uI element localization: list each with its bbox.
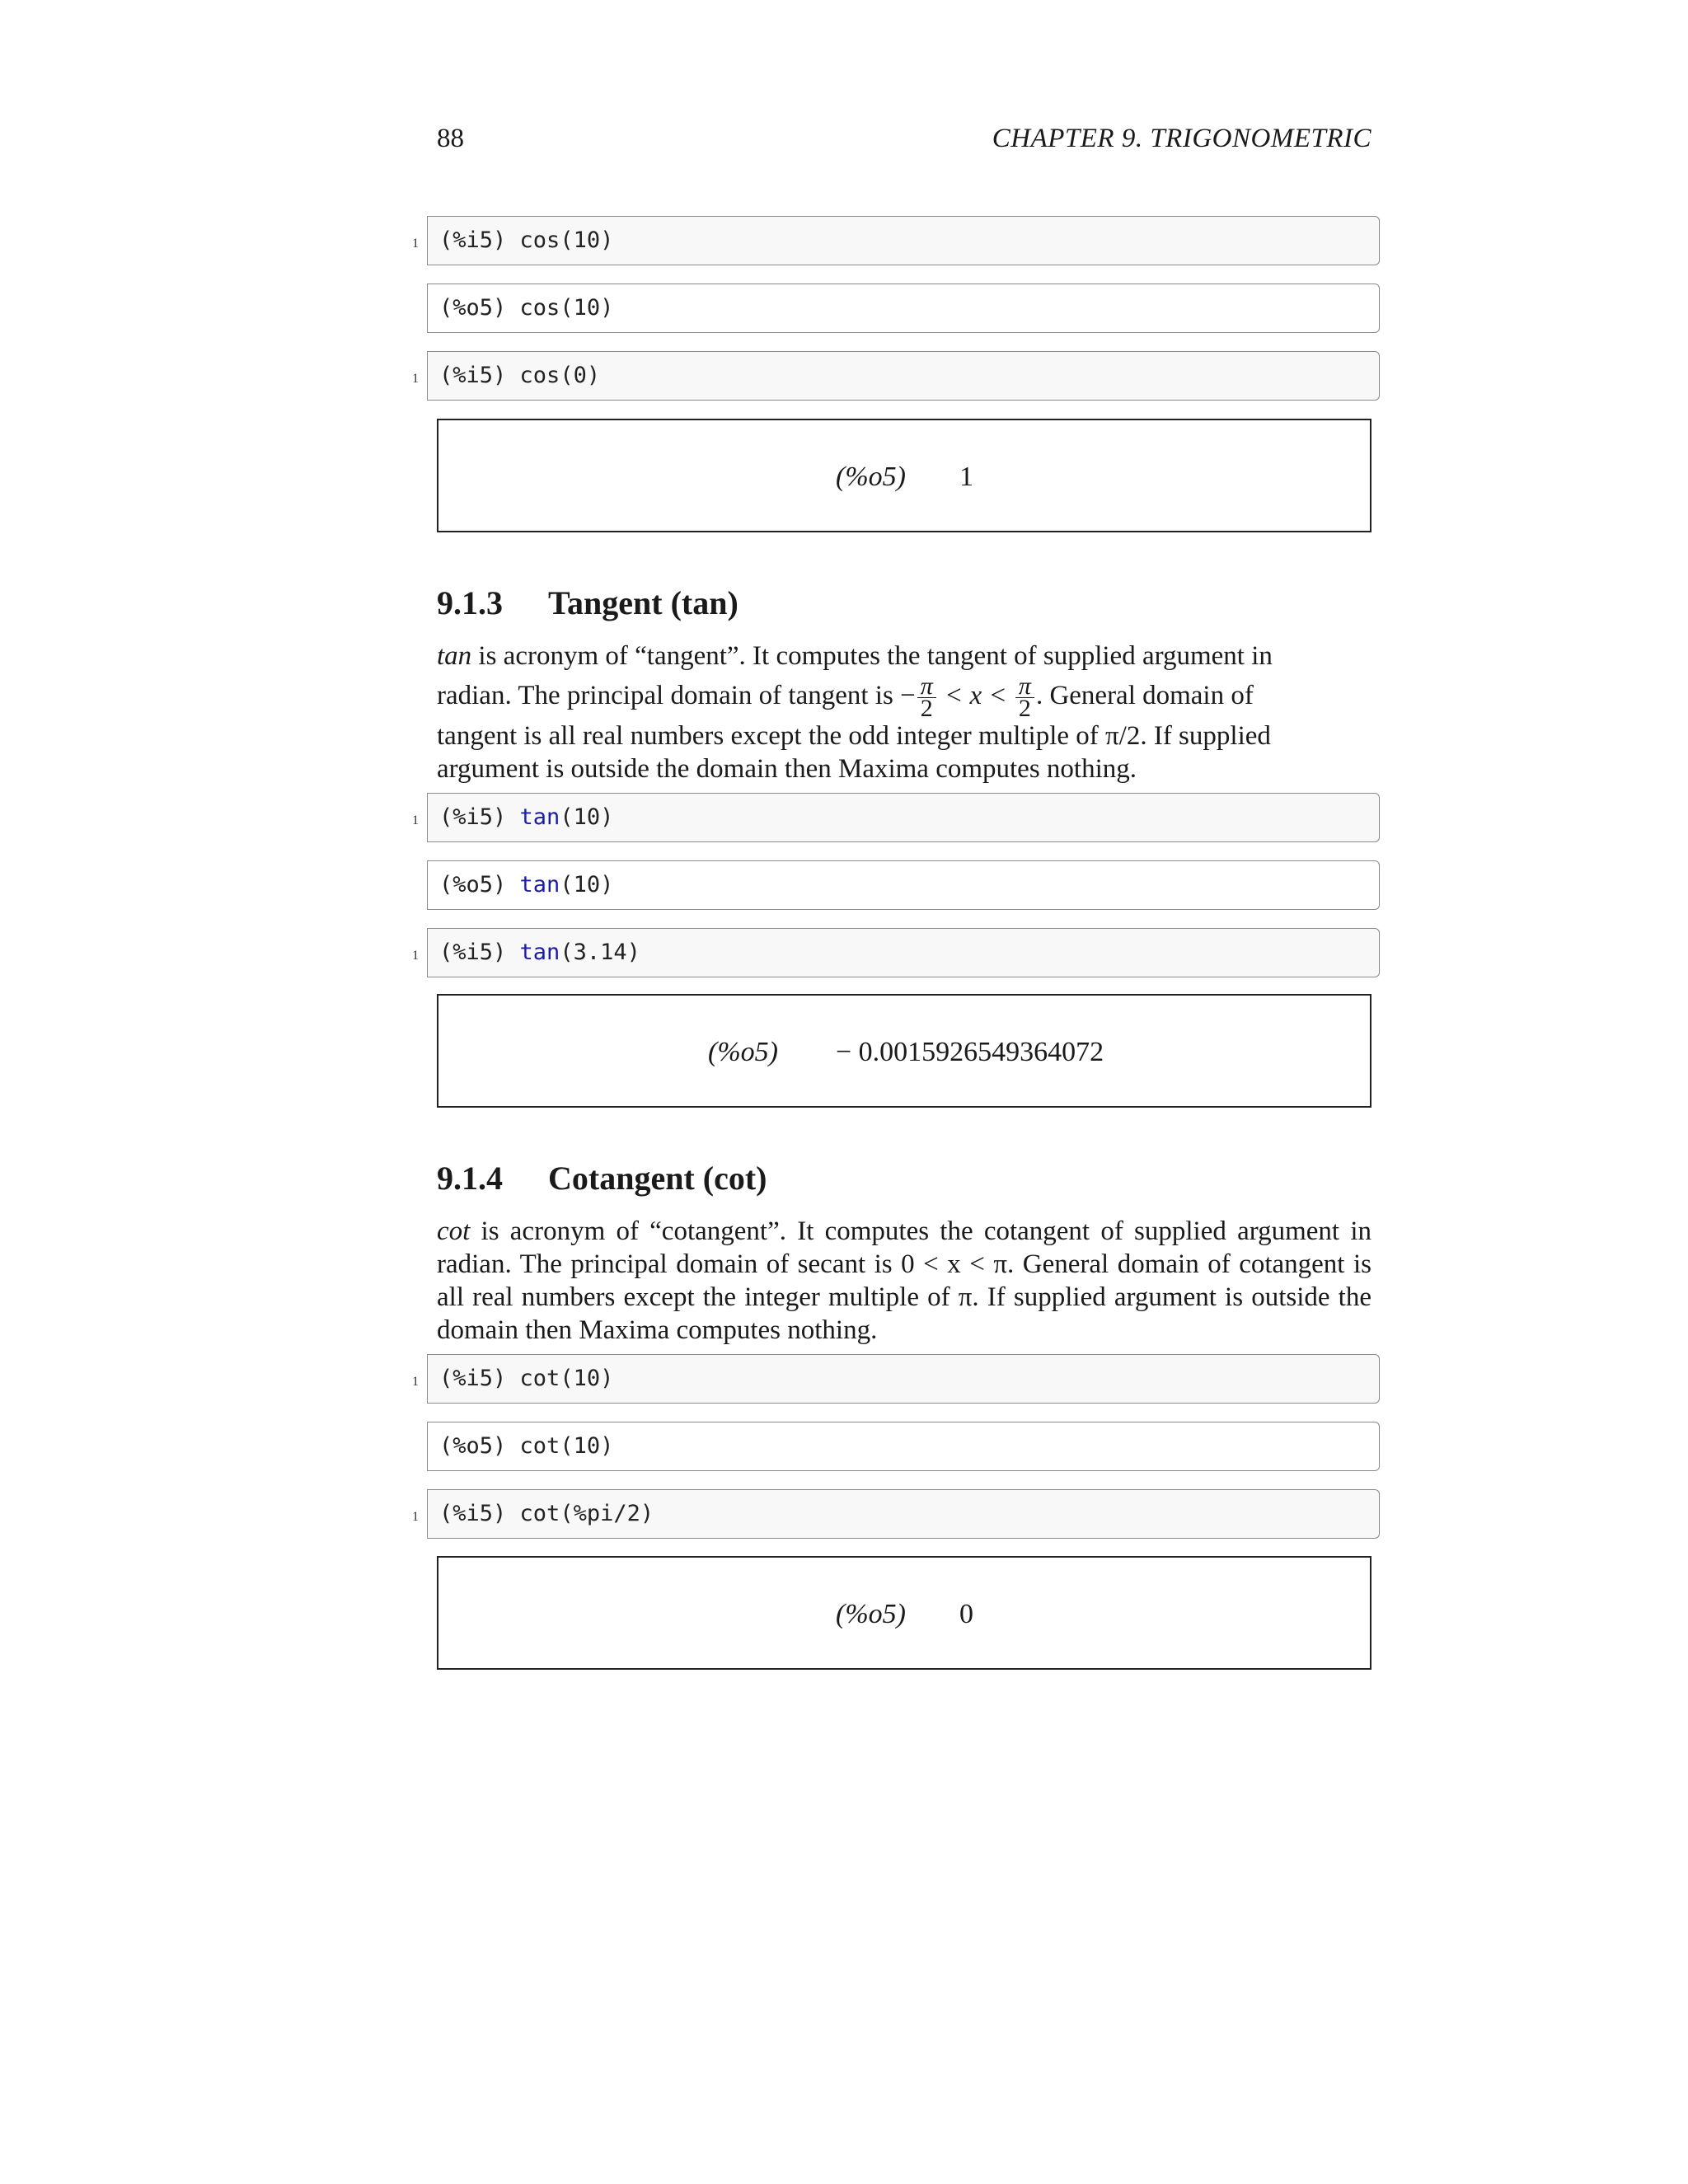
cell-args: (3.14) [560, 940, 640, 965]
cell-function: cos [519, 295, 560, 321]
result-box [437, 994, 1372, 1108]
cell-args: (%pi/2) [560, 1501, 654, 1526]
section-number: 9.1.4 [437, 1160, 503, 1197]
line-number: 1 [412, 237, 419, 251]
term: cot [437, 1216, 471, 1246]
line-number: 1 [412, 1375, 419, 1389]
section-title: Cotangent (cot) [548, 1160, 767, 1197]
paragraph-text: is acronym of “cotangent”. It computes the cotangent of supplied argument in radian. The principal domain of secant is 0 < x < π. General domain of cotangent is all real numbers except the integer multiple of π. If supplied argument is outside the domain then Maxima computes nothing. [437, 1216, 1372, 1345]
term: tan [437, 641, 472, 671]
section-title: Tangent (tan) [548, 584, 738, 621]
input-cell[interactable] [427, 1354, 1380, 1404]
line-number: 1 [412, 1510, 419, 1524]
cell-prompt: (%i5) [439, 804, 520, 830]
cell-function: tan [519, 804, 560, 830]
inequality: < x < [937, 681, 1014, 711]
line-number: 1 [412, 949, 419, 963]
fraction: $\frac{\pi}{2}$ [1015, 676, 1034, 719]
input-cell[interactable] [427, 351, 1380, 401]
cell-args: (10) [560, 1433, 614, 1459]
cell-args: (10) [560, 872, 614, 898]
input-cell[interactable] [427, 928, 1380, 977]
line-number: 1 [412, 813, 419, 827]
result-value: 1 [959, 462, 973, 492]
cell-prompt: (%o5) [439, 295, 520, 321]
input-cell[interactable] [427, 793, 1380, 842]
page-number: 88 [437, 124, 464, 153]
cell-function: tan [519, 872, 560, 898]
cell-args: (10) [560, 295, 614, 321]
output-cell[interactable] [427, 284, 1380, 333]
section-number: 9.1.3 [437, 584, 503, 621]
cell-function: cot [519, 1501, 560, 1526]
cell-function: cot [519, 1366, 560, 1391]
result-label: (%o5) [836, 1599, 906, 1629]
cell-prompt: (%o5) [439, 1433, 520, 1459]
result-value: 0 [959, 1599, 973, 1629]
input-cell[interactable] [427, 1489, 1380, 1539]
section-heading [437, 1159, 767, 1197]
cell-prompt: (%i5) [439, 363, 520, 388]
text-line: tangent is all real numbers except the odd integer multiple of π/2. If supplied [437, 721, 1271, 751]
cell-prompt: (%o5) [439, 872, 520, 898]
fraction: $\frac{\pi}{2}$ [917, 676, 936, 719]
cell-function: cos [519, 363, 560, 388]
cell-prompt: (%i5) [439, 940, 520, 965]
cell-prompt: (%i5) [439, 1366, 520, 1391]
output-cell[interactable] [427, 1422, 1380, 1471]
paragraph [437, 640, 1372, 785]
input-cell[interactable] [427, 216, 1380, 265]
result-label: (%o5) [708, 1037, 778, 1067]
line-number: 1 [412, 372, 419, 386]
running-head: CHAPTER 9. TRIGONOMETRIC [992, 124, 1372, 153]
text-line: . General domain of [1035, 681, 1254, 711]
cell-function: cos [519, 227, 560, 253]
result-label: (%o5) [836, 462, 906, 492]
cell-args: (10) [560, 1366, 614, 1391]
cell-prompt: (%i5) [439, 227, 520, 253]
result-value: − 0.0015926549364072 [836, 1037, 1104, 1067]
cell-prompt: (%i5) [439, 1501, 520, 1526]
text-line: argument is outside the domain then Maxima computes nothing. [437, 754, 1137, 784]
cell-args: (0) [560, 363, 601, 388]
cell-function: tan [519, 940, 560, 965]
output-cell[interactable] [427, 860, 1380, 910]
text-line: radian. The principal domain of tangent is − [437, 681, 916, 711]
cell-function: cot [519, 1433, 560, 1459]
paragraph [437, 1215, 1372, 1347]
result-box [437, 1556, 1372, 1670]
section-heading [437, 583, 738, 622]
text-line: is acronym of “tangent”. It computes the tangent of supplied argument in [471, 641, 1273, 671]
cell-args: (10) [560, 804, 614, 830]
result-box [437, 419, 1372, 532]
cell-args: (10) [560, 227, 614, 253]
